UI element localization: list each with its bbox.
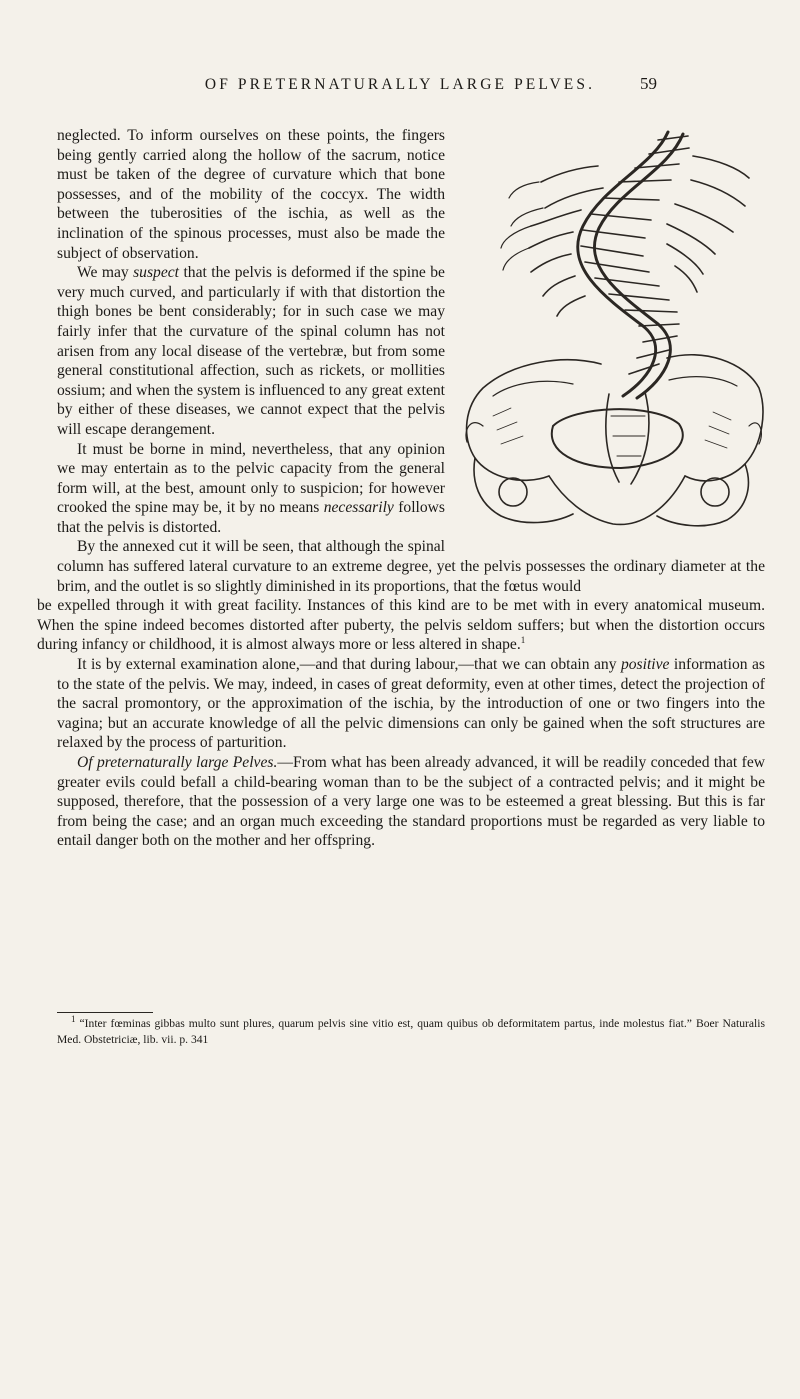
- footnote-reference: 1: [520, 635, 526, 646]
- page-number: 59: [640, 74, 657, 93]
- paragraph: We may suspect that the pelvis is deformed if the spine be very much curved, and particularly if with that distortion the thigh bones be bent considerably; for in such case we may fairly infer that the curvature of the spinal column has not arisen from any local disease of the vertebræ, but from some general constitutional affection, such as rickets, or mollities ossium; and when the system is influenced to any great extent by either of these diseases, we cannot expect that the pelvis will escape derangement.: [57, 264, 445, 438]
- paragraph: neglected. To inform ourselves on these points, the fingers being gently carried along the hollow of the sacrum, notice must be taken of the degree of curvature which that bone possesses, and of the mobility of the coccyx. The width between the tuberosities of the ischia, as well as the inclination of the spinous processes, must also be made the subject of observation.: [57, 127, 445, 262]
- footnote-text: “Inter fœminas gibbas multo sunt plures, quarum pelvis sine vitio est, quam quibus ob deformitatem partus, inde molestus fiat.” Boer Naturalis Med. Obstetriciæ, lib. vii. p. 341: [57, 1017, 765, 1046]
- spine-pelvis-engraving: [453, 126, 765, 544]
- running-title: OF PRETERNATURALLY LARGE PELVES.: [204, 76, 596, 93]
- paragraph: By the annexed cut it will be seen, that although the spinal column has suffered lateral curvature to an extreme degree, yet the pelvis possesses the ordinary diameter at the brim, and the outlet is so slightly diminished in its proportions, that the fœtus would be expelled through it with great facility. Instances of this kind are to be met with in every anatomical museum. When the spine indeed becomes distorted after puberty, the pelvis seldom suffers; but when the distortion occurs during infancy or childhood, it is almost always more or less altered in shape.$^1$: [37, 538, 765, 654]
- paragraph: It must be borne in mind, nevertheless, that any opinion we may entertain as to the pelvic capacity from the general form will, at the best, amount only to suspicion; for however crooked the spine may be, it by no means necessarily follows that the pelvis is distorted.: [57, 440, 445, 536]
- footnote-rule: [57, 1012, 153, 1013]
- footnote: [57, 1016, 765, 1047]
- paragraph: It is by external examination alone,—and that during labour,—that we can obtain any positive information as to the state of the pelvis. We may, indeed, in cases of great deformity, even at other times, detect the projection of the sacral promontory, or the approximation of the ischia, by the introduction of one or two fingers into the vagina; but an accurate knowledge of all the pelvic dimensions can only be gained when the soft structures are relaxed by the process of parturition.: [57, 656, 765, 752]
- paragraph: Of preternaturally large Pelves.—From what has been already advanced, it will be readily conceded that few greater evils could befall a child-bearing woman than to be the subject of a contracted pelvis; and it might be supposed, therefore, that the possession of a very large one was to be esteemed a great blessing. But this is far from being the case; and an organ much exceeding the standard proportions must be regarded as very liable to entail danger both on the mother and her offspring.: [57, 754, 766, 850]
- curved-spine-pelvis-figure: [453, 126, 765, 544]
- footnote-marker: 1: [71, 1014, 76, 1025]
- body-text: [37, 126, 766, 851]
